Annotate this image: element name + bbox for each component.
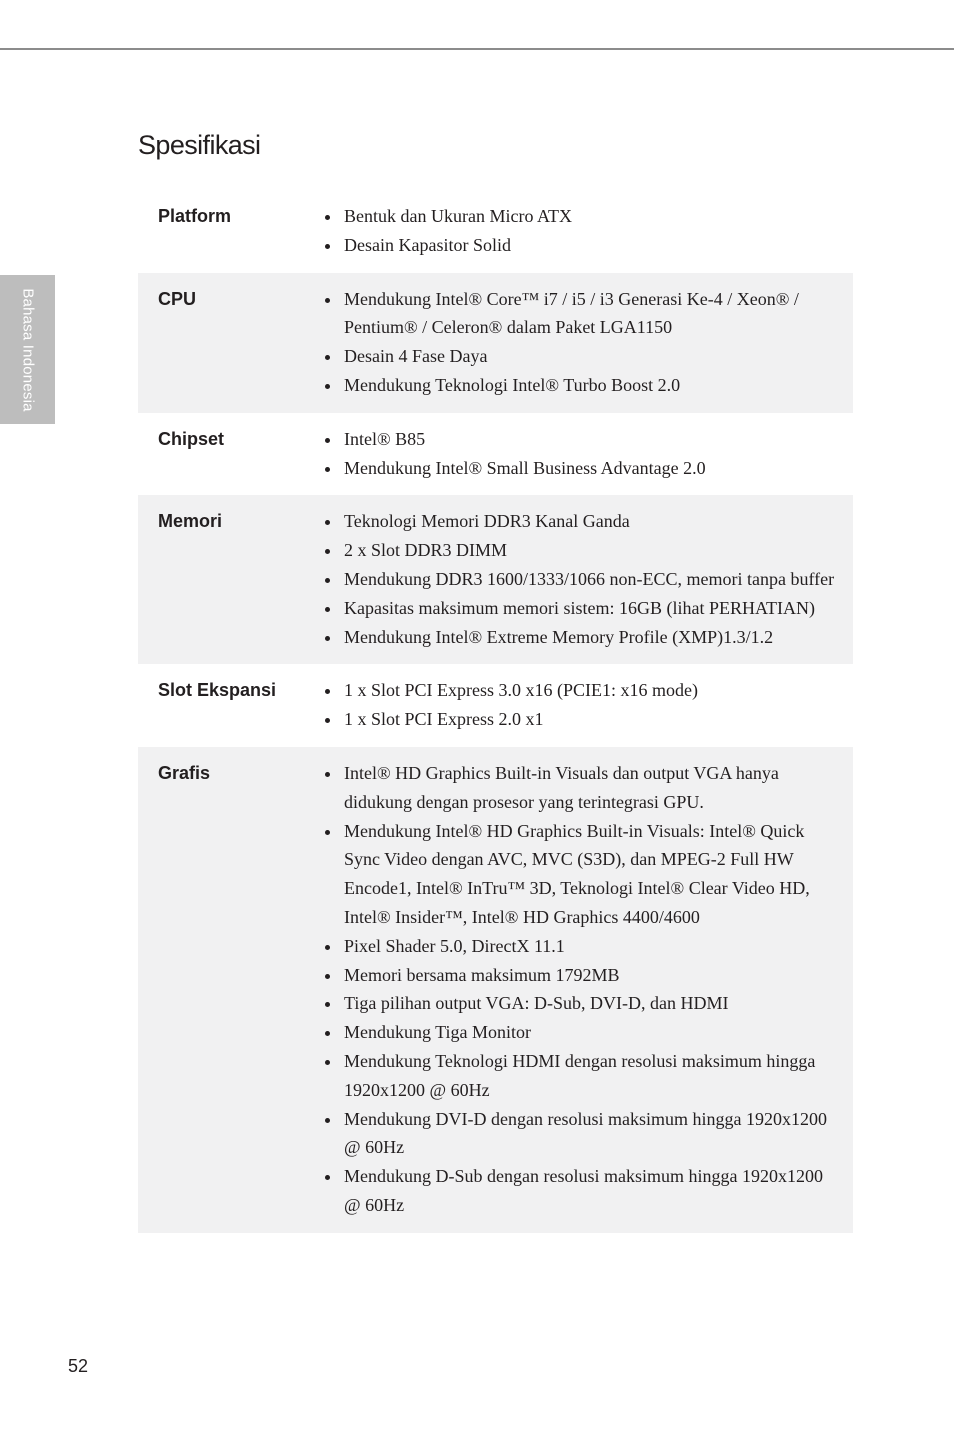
language-side-tab <box>0 275 55 424</box>
list-item: 1 x Slot PCI Express 2.0 x1 <box>324 705 844 734</box>
list-item: Mendukung Intel® Small Business Advantage 2.0 <box>324 454 844 483</box>
spec-label: Chipset <box>158 428 225 449</box>
list-item: Intel® B85 <box>324 425 844 454</box>
page-title: Spesifikasi <box>138 130 261 160</box>
list-item: Pixel Shader 5.0, DirectX 11.1 <box>324 932 844 961</box>
spec-list <box>324 425 844 483</box>
spec-label: Platform <box>158 206 232 226</box>
list-item: Mendukung DVI-D dengan resolusi maksimum hingga 1920x1200 @ 60Hz <box>324 1105 844 1163</box>
header-rule <box>0 48 954 50</box>
page-number: 52 <box>68 1356 89 1376</box>
list-item: Mendukung DDR3 1600/1333/1066 non-ECC, memori tanpa buffer <box>324 565 844 594</box>
list-item: Desain 4 Fase Daya <box>324 342 844 371</box>
spec-list <box>324 202 844 260</box>
language-tab-label: Bahasa Indonesia <box>19 287 36 412</box>
list-item: Mendukung Teknologi Intel® Turbo Boost 2.0 <box>324 371 844 400</box>
spec-label: Slot Ekspansi <box>158 680 277 701</box>
spec-row-chipset <box>138 413 853 496</box>
spec-list <box>324 676 844 734</box>
list-item: Mendukung Teknologi HDMI dengan resolusi maksimum hingga 1920x1200 @ 60Hz <box>324 1047 844 1105</box>
spec-row-memori <box>138 495 853 664</box>
list-item: Mendukung Intel® Core™ i7 / i5 / i3 Generasi Ke-4 / Xeon® / Pentium® / Celeron® dalam Paket LGA1150 <box>324 285 844 343</box>
spec-table <box>138 190 853 1233</box>
list-item: Mendukung D-Sub dengan resolusi maksimum hingga 1920x1200 @ 60Hz <box>324 1162 844 1220</box>
list-item: 2 x Slot DDR3 DIMM <box>324 536 844 565</box>
spec-row-slot-ekspansi <box>138 664 853 747</box>
list-item: Mendukung Tiga Monitor <box>324 1018 844 1047</box>
spec-list <box>324 507 844 651</box>
list-item: Teknologi Memori DDR3 Kanal Ganda <box>324 507 844 536</box>
spec-row-cpu <box>138 273 853 413</box>
list-item: 1 x Slot PCI Express 3.0 x16 (PCIE1: x16 mode) <box>324 676 844 705</box>
list-item: Memori bersama maksimum 1792MB <box>324 961 844 990</box>
spec-label: CPU <box>158 288 197 309</box>
spec-list <box>324 759 844 1220</box>
spec-list <box>324 285 844 400</box>
spec-label: Grafis <box>158 762 211 783</box>
list-item: Tiga pilihan output VGA: D-Sub, DVI-D, dan HDMI <box>324 989 844 1018</box>
list-item: Mendukung Intel® HD Graphics Built-in Visuals: Intel® Quick Sync Video dengan AVC, MVC (S3D), dan MPEG-2 Full HW Encode1, Intel® InTru™ 3D, Teknologi Intel® Clear Video HD, Intel® Insider™, Intel® HD Graphics 4400/4600 <box>324 817 844 932</box>
list-item: Intel® HD Graphics Built-in Visuals dan output VGA hanya didukung dengan prosesor yang terintegrasi GPU. <box>324 759 844 817</box>
spec-label: Memori <box>158 511 223 532</box>
spec-row-grafis <box>138 747 853 1233</box>
list-item: Desain Kapasitor Solid <box>324 231 844 260</box>
list-item: Mendukung Intel® Extreme Memory Profile (XMP)1.3/1.2 <box>324 623 844 652</box>
list-item: Bentuk dan Ukuran Micro ATX <box>324 202 844 231</box>
spec-row-platform <box>138 190 853 273</box>
list-item: Kapasitas maksimum memori sistem: 16GB (lihat PERHATIAN) <box>324 594 844 623</box>
